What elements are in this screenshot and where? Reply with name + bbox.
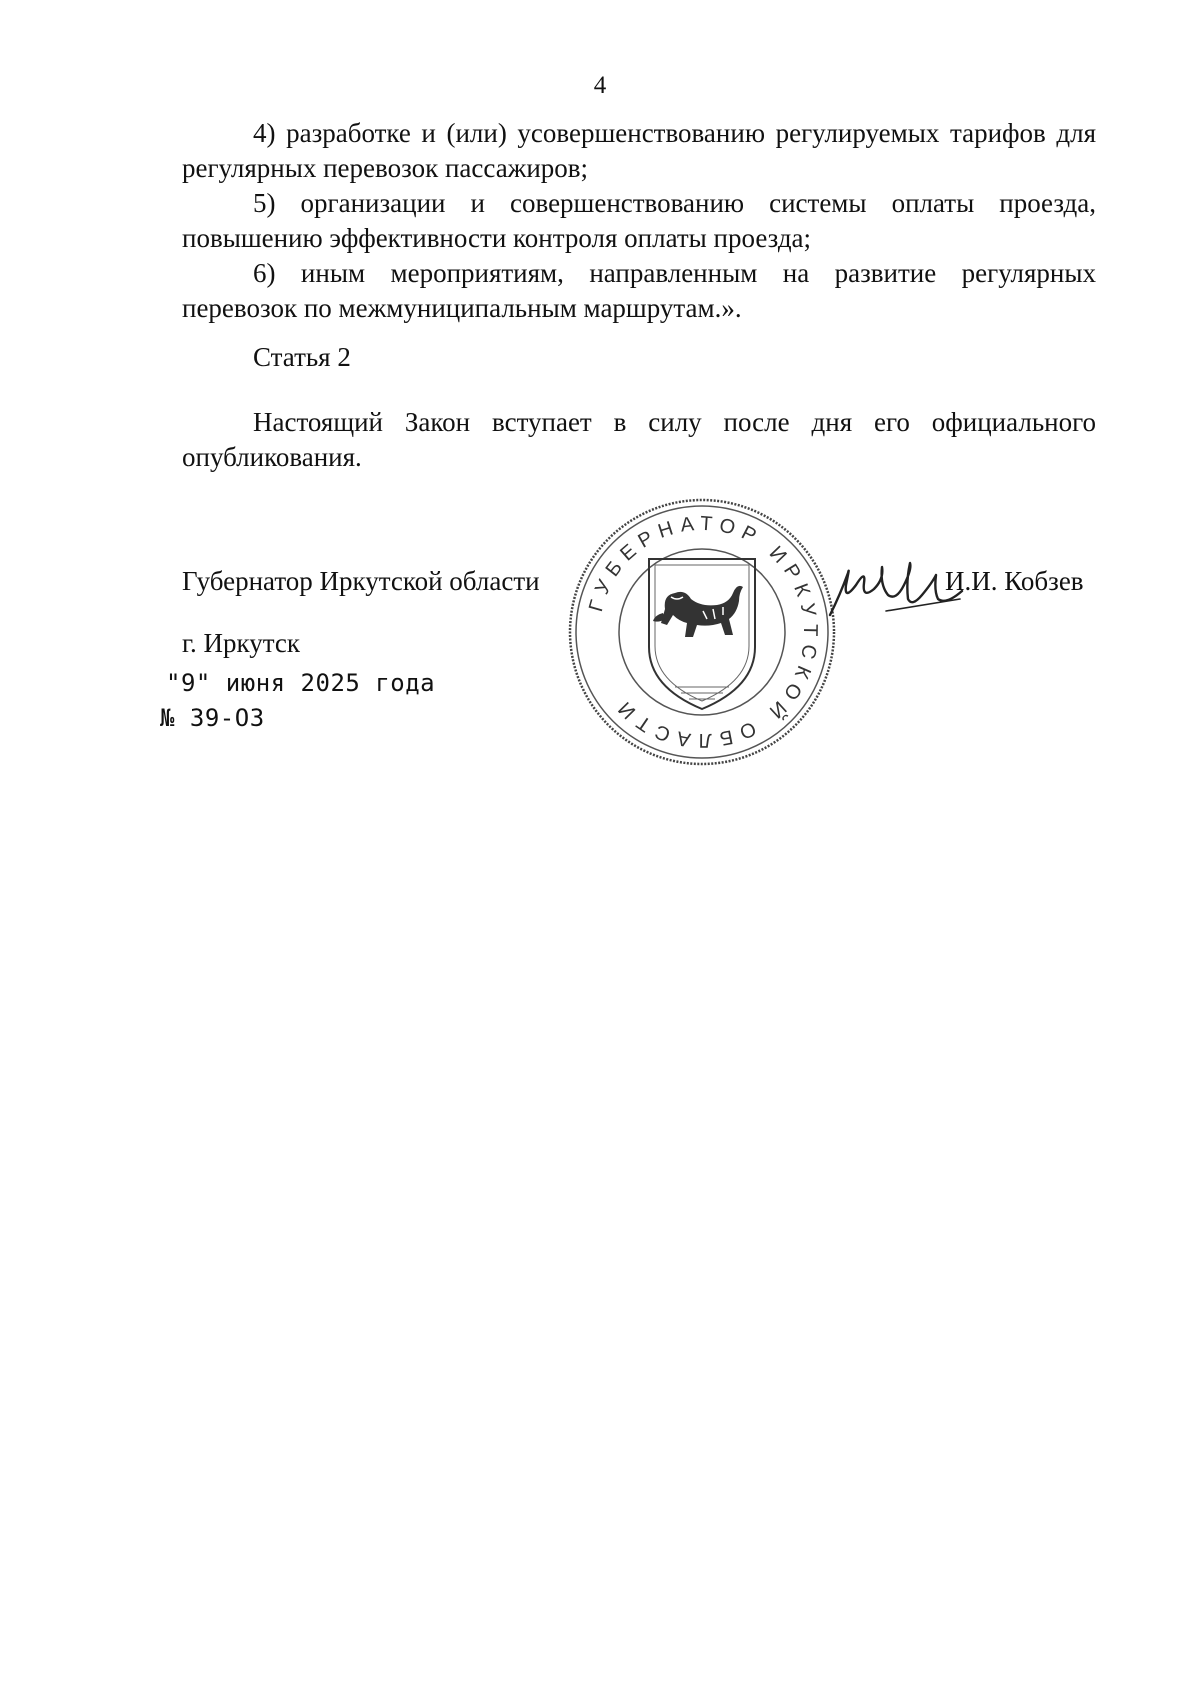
item-5: 5) организации и совершенствованию системы оплаты проезда, повышению эффективности контроля оплаты проезда; (182, 188, 1096, 253)
seal-text: ГУБЕРНАТОР ИРКУТСКОЙ ОБЛАСТИ (585, 512, 822, 752)
law-number: № 39-ОЗ (160, 704, 265, 732)
signatory-name: И.И. Кобзев (945, 566, 1084, 596)
place-of-signing: г. Иркутск (182, 628, 300, 658)
article-heading: Статья 2 (253, 342, 351, 372)
signatory-position: Губернатор Иркутской области (182, 566, 540, 596)
article-body-text: Настоящий Закон вступает в силу после дня его официального опубликования. (182, 407, 1096, 472)
coat-of-arms-icon (649, 559, 755, 709)
signing-date: "9" июня 2025 года (166, 669, 436, 697)
official-seal (567, 497, 837, 767)
article-body (182, 405, 1096, 475)
item-4: 4) разработке и (или) усовершенствованию регулируемых тарифов для регулярных перевозок пассажиров; (182, 118, 1096, 183)
item-6: 6) иным мероприятиям, направленным на развитие регулярных перевозок по межмуниципальным маршрутам.». (182, 258, 1096, 323)
enumerated-items (182, 116, 1096, 326)
page-number: 4 (593, 72, 607, 99)
